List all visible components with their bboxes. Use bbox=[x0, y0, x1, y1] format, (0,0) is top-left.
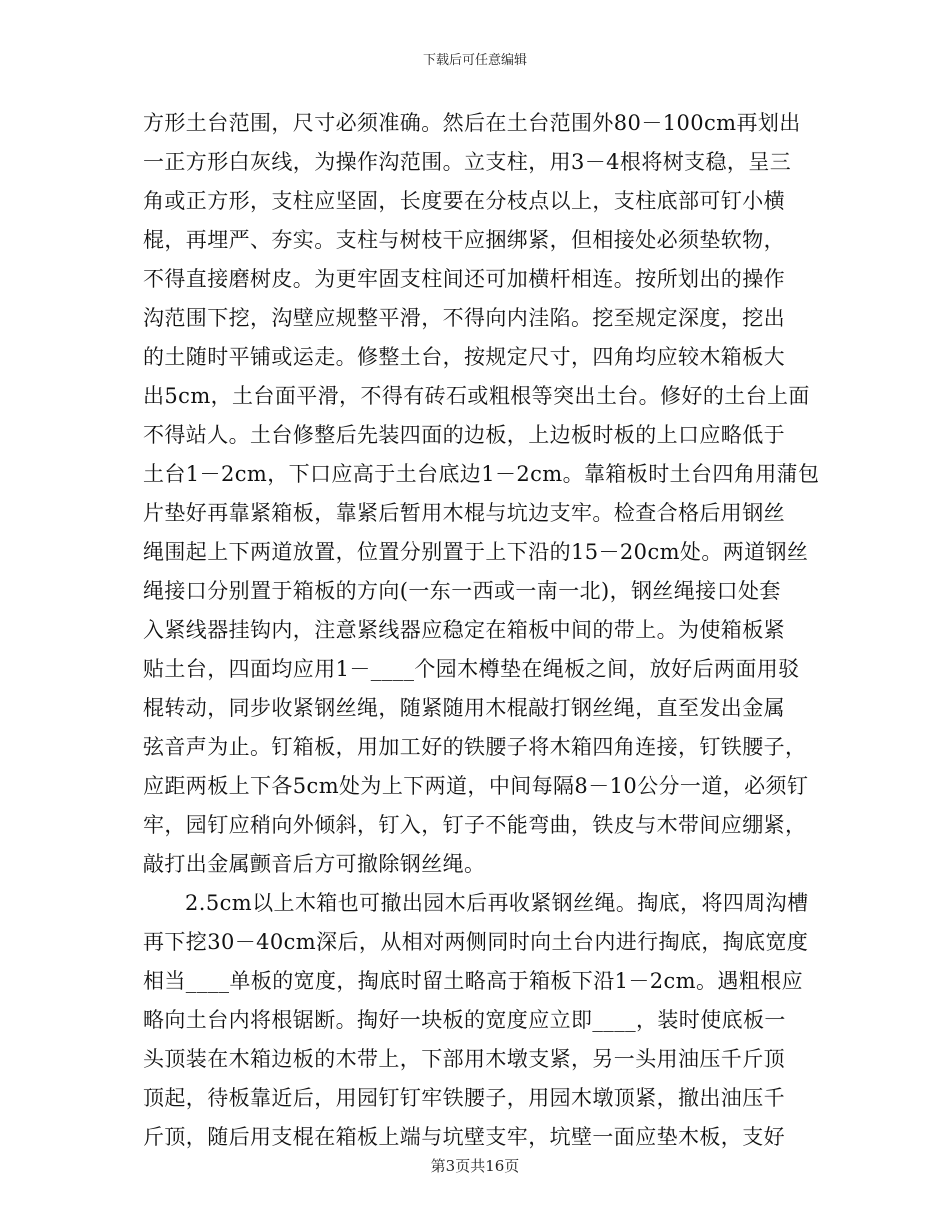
text-line: 顶起，待板靠近后，用园钉钉牢铁腰子，用园木墩顶紧，撤出油压千 bbox=[143, 1086, 785, 1110]
text-line: 土台1－2cm，下口应高于土台底边1－2cm。靠箱板时土台四角用蒲包 bbox=[143, 462, 820, 486]
text-line: 应距两板上下各5cm处为上下两道，中间每隔8－10公分一道，必须钉 bbox=[143, 774, 809, 798]
text-line: 牢，园钉应稍向外倾斜，钉入，钉子不能弯曲，铁皮与木带间应绷紧， bbox=[143, 813, 807, 837]
text-line: 出5cm，土台面平滑，不得有砖石或粗根等突出土台。修好的土台上面 bbox=[143, 384, 810, 408]
paragraph-2 bbox=[143, 884, 818, 1157]
text-line: 角或正方形，支柱应坚固，长度要在分枝点以上，支柱底部可钉小横 bbox=[143, 189, 785, 213]
text-line: 绳围起上下两道放置，位置分别置于上下沿的15－20cm处。两道钢丝 bbox=[143, 540, 809, 564]
text-line: 方形土台范围，尺寸必须准确。然后在土台范围外80－100cm再划出 bbox=[143, 111, 801, 135]
text-line: 再下挖30－40cm深后，从相对两侧同时向土台内进行掏底，掏底宽度 bbox=[143, 930, 809, 954]
document-body bbox=[143, 104, 818, 1157]
page-number-footer: 第3页共16页 bbox=[430, 1157, 520, 1175]
text-line: 绳接口分别置于箱板的方向(一东一西或一南一北)，钢丝绳接口处套 bbox=[143, 579, 781, 603]
text-line: 贴土台，四面均应用1－____个园木樽垫在绳板之间，放好后两面用驳 bbox=[143, 657, 800, 681]
text-line: 头顶装在木箱边板的木带上，下部用木墩支紧，另一头用油压千斤顶 bbox=[143, 1047, 785, 1071]
text-line: 入紧线器挂钩内，注意紧线器应稳定在箱板中间的带上。为使箱板紧 bbox=[143, 618, 785, 642]
text-line: 略向土台内将根锯断。掏好一块板的宽度应立即____，装时使底板一 bbox=[143, 1008, 786, 1032]
text-line: 棍转动，同步收紧钢丝绳，随紧随用木棍敲打钢丝绳，直至发出金属 bbox=[143, 696, 785, 720]
text-line: 棍，再埋严、夯实。支柱与树枝干应捆绑紧，但相接处必须垫软物， bbox=[143, 228, 785, 252]
text-line: 沟范围下挖，沟壁应规整平滑，不得向内洼陷。挖至规定深度，挖出 bbox=[143, 306, 785, 330]
text-line: 不得站人。土台修整后先装四面的边板，上边板时板的上口应略低于 bbox=[143, 423, 785, 447]
text-line: 不得直接磨树皮。为更牢固支柱间还可加横杆相连。按所划出的操作 bbox=[143, 267, 785, 291]
text-line: 斤顶，随后用支棍在箱板上端与坑壁支牢，坑壁一面应垫木板，支好 bbox=[143, 1125, 785, 1149]
page-header: 下载后可任意编辑 bbox=[422, 53, 527, 68]
text-line: 敲打出金属颤音后方可撤除钢丝绳。 bbox=[143, 852, 486, 876]
text-line: 的土随时平铺或运走。修整土台，按规定尺寸，四角均应较木箱板大 bbox=[143, 345, 785, 369]
text-line: 2.5cm以上木箱也可撤出园木后再收紧钢丝绳。掏底，将四周沟槽 bbox=[185, 891, 809, 915]
paragraph-1 bbox=[143, 104, 818, 884]
text-line: 弦音声为止。钉箱板，用加工好的铁腰子将木箱四角连接，钉铁腰子， bbox=[143, 735, 807, 759]
text-line: 一正方形白灰线，为操作沟范围。立支柱，用3－4根将树支稳，呈三 bbox=[143, 150, 792, 174]
text-line: 片垫好再靠紧箱板，靠紧后暂用木棍与坑边支牢。检查合格后用钢丝 bbox=[143, 501, 785, 525]
text-line: 相当____单板的宽度，掏底时留土略高于箱板下沿1－2cm。遇粗根应 bbox=[143, 969, 803, 993]
